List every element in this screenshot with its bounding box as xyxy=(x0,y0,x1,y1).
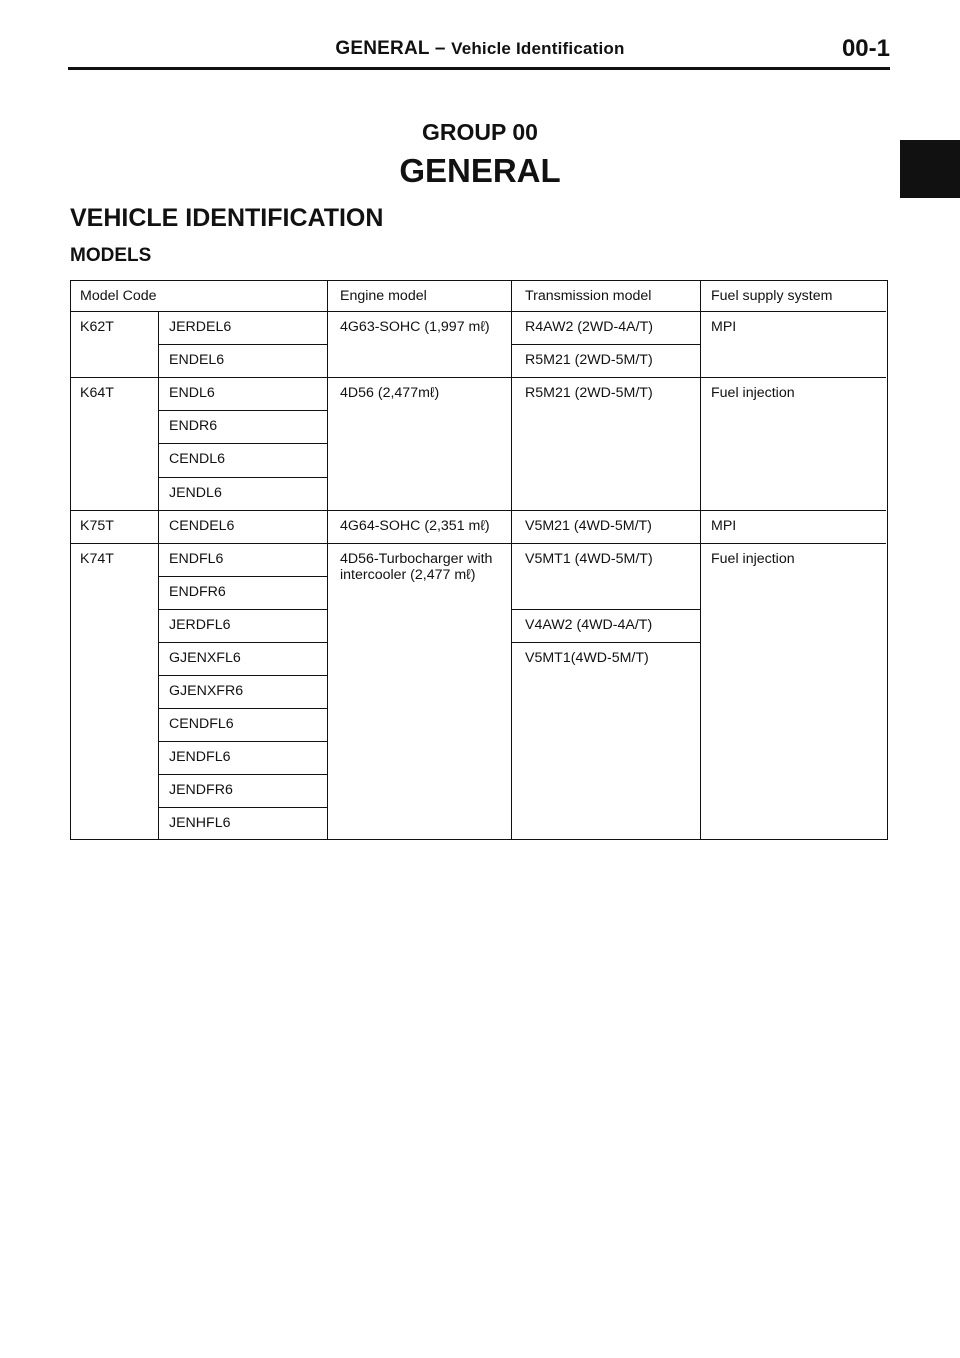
table-variant-line xyxy=(158,477,327,478)
table-variant-line xyxy=(158,443,327,444)
variant-code: JENHFL6 xyxy=(169,815,231,831)
variant-code: ENDR6 xyxy=(169,418,218,434)
variant-code: JENDFR6 xyxy=(169,782,233,798)
transmission-model: V5MT1 (4WD-5M/T) xyxy=(525,551,653,567)
variant-code: GJENXFR6 xyxy=(169,683,244,699)
table-transmission-line xyxy=(511,609,700,610)
section-title: VEHICLE IDENTIFICATION xyxy=(70,204,384,232)
header-title-main: GENERAL xyxy=(335,38,430,59)
variant-code: CENDEL6 xyxy=(169,518,235,534)
table-variant-line xyxy=(158,609,327,610)
table-variant-line xyxy=(158,774,327,775)
group-title: GENERAL xyxy=(399,152,561,189)
table-variant-line xyxy=(158,344,327,345)
running-header xyxy=(0,38,960,60)
transmission-model: R5M21 (2WD-5M/T) xyxy=(525,352,653,368)
model-code: K64T xyxy=(80,385,114,401)
transmission-model: V5MT1(4WD-5M/T) xyxy=(525,650,649,666)
table-col-line xyxy=(700,281,701,839)
table-transmission-line xyxy=(511,344,700,345)
transmission-model: R5M21 (2WD-5M/T) xyxy=(525,385,653,401)
header-transmission-model: Transmission model xyxy=(525,288,652,304)
group-label: GROUP 00 xyxy=(422,119,538,145)
table-variant-line xyxy=(158,675,327,676)
table-row-line xyxy=(71,377,886,378)
fuel-supply-system: MPI xyxy=(711,518,737,534)
variant-code: JENDFL6 xyxy=(169,749,231,765)
table-variant-line xyxy=(158,642,327,643)
engine-model: 4G64-SOHC (2,351 mℓ) xyxy=(340,518,490,534)
table-variant-line xyxy=(158,741,327,742)
transmission-model: V4AW2 (4WD-4A/T) xyxy=(525,617,653,633)
variant-code: JERDFL6 xyxy=(169,617,231,633)
table-col-line xyxy=(327,281,328,839)
header-title-dash: – xyxy=(434,38,446,59)
table-variant-line xyxy=(158,807,327,808)
transmission-model: R4AW2 (2WD-4A/T) xyxy=(525,319,653,335)
table-row-line xyxy=(71,510,886,511)
transmission-model: V5M21 (4WD-5M/T) xyxy=(525,518,652,534)
variant-code: ENDFL6 xyxy=(169,551,224,567)
variant-code: ENDEL6 xyxy=(169,352,225,368)
engine-model: 4D56 (2,477mℓ) xyxy=(340,385,440,401)
variant-code: GJENXFL6 xyxy=(169,650,241,666)
engine-model: 4G63-SOHC (1,997 mℓ) xyxy=(340,319,490,335)
model-code: K75T xyxy=(80,518,114,534)
fuel-supply-system: MPI xyxy=(711,319,737,335)
table-row-line xyxy=(71,543,886,544)
header-fuel-supply-system: Fuel supply system xyxy=(711,288,833,304)
page-number: 00-1 xyxy=(841,35,890,62)
fuel-supply-system: Fuel injection xyxy=(711,385,795,401)
variant-code: ENDFR6 xyxy=(169,584,226,600)
table-row-line xyxy=(71,311,886,312)
table-transmission-line xyxy=(511,642,700,643)
models-table xyxy=(70,280,888,840)
fuel-supply-system: Fuel injection xyxy=(711,551,795,567)
variant-code: CENDL6 xyxy=(169,451,225,467)
table-variant-line xyxy=(158,708,327,709)
header-title-sub: Vehicle Identification xyxy=(451,39,625,58)
header-model-code: Model Code xyxy=(80,288,157,304)
variant-code: JENDL6 xyxy=(169,485,222,501)
table-col-line xyxy=(158,311,159,839)
table-variant-line xyxy=(158,410,327,411)
model-code: K74T xyxy=(80,551,114,567)
model-code: K62T xyxy=(80,319,114,335)
variant-code: JERDEL6 xyxy=(169,319,232,335)
variant-code: CENDFL6 xyxy=(169,716,234,732)
table-variant-line xyxy=(158,576,327,577)
variant-code: ENDL6 xyxy=(169,385,215,401)
engine-model: 4D56-Turbocharger with intercooler (2,477 mℓ) xyxy=(340,551,493,583)
subsection-title: MODELS xyxy=(70,245,152,266)
header-engine-model: Engine model xyxy=(340,288,427,304)
header-rule xyxy=(68,67,890,70)
